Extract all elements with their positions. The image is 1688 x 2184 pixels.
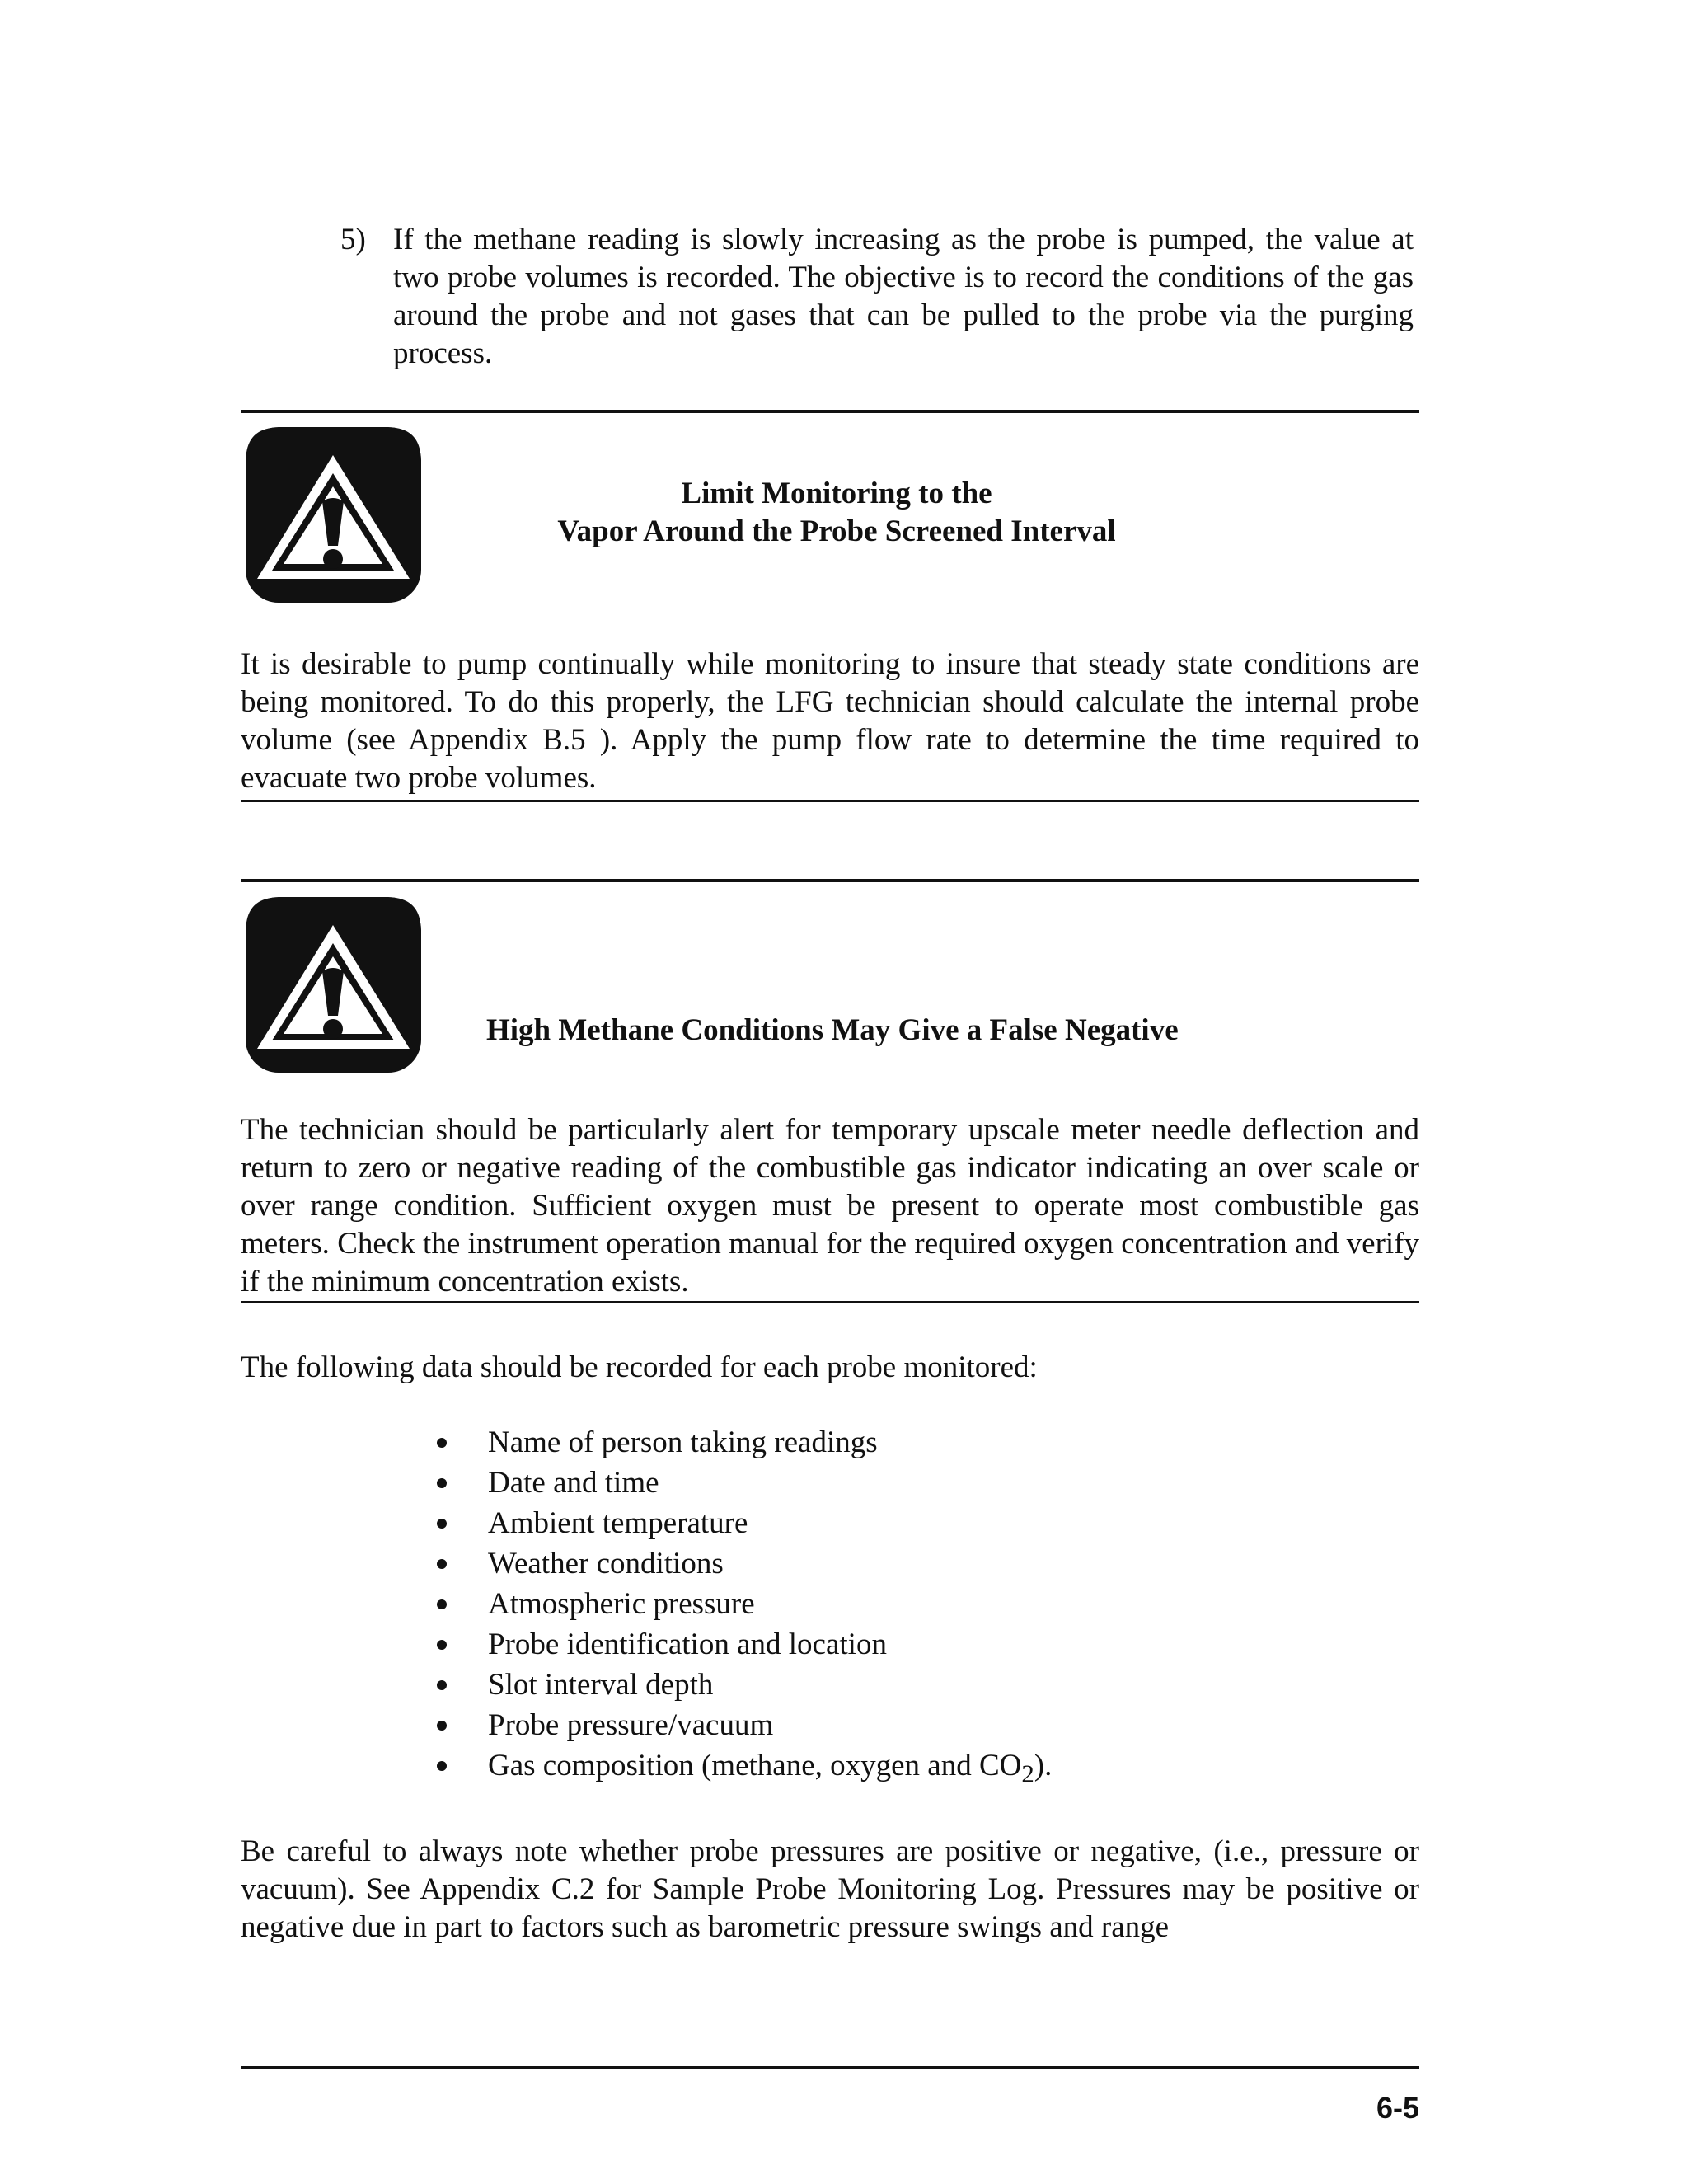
bullet-icon <box>437 1478 447 1488</box>
warning2-top-rule <box>241 879 1419 882</box>
warning1-title <box>495 475 1179 551</box>
warning1-body: It is desirable to pump continually while monitoring to insure that steady state conditions are being monitored. To do this properly, the LFG technician should calculate the internal probe volume (see Appendix B.5 ). Apply the pump flow rate to determine the time required to evacuate two probe volumes. <box>241 647 1419 795</box>
warning1-title-line1: Limit Monitoring to the <box>681 477 992 510</box>
item-text: If the methane reading is slowly increasing as the probe is pumped, the value at two probe volumes is recorded. The objective is to record the conditions of the gas around the probe and not gases that can be pulled to the probe via the purging process. <box>393 223 1414 370</box>
bullet-icon <box>437 1721 447 1731</box>
list-item: Date and time <box>429 1463 1253 1503</box>
bullet-icon <box>437 1680 447 1690</box>
closing-paragraph: Be careful to always note whether probe pressures are positive or negative, (i.e., pressure or vacuum). See Appendix C.2 for Sample Probe Monitoring Log. Pressures may be positive or negative due in part to factors such as barometric pressure swings and range <box>241 1834 1419 1944</box>
warning-triangle-icon <box>241 892 426 1078</box>
warning2-title: High Methane Conditions May Give a False Negative <box>486 1013 1179 1047</box>
data-intro: The following data should be recorded for each probe monitored: <box>241 1350 1038 1384</box>
list-item: Probe identification and location <box>429 1624 1253 1665</box>
item-number: 5) <box>340 223 366 256</box>
footer-rule <box>241 2066 1419 2069</box>
bullet-icon <box>437 1640 447 1650</box>
bullet-icon <box>437 1599 447 1609</box>
bullet-icon <box>437 1761 447 1771</box>
warning1-title-line2: Vapor Around the Probe Screened Interval <box>557 514 1116 548</box>
warning1-top-rule <box>241 410 1419 413</box>
bullet-icon <box>437 1559 447 1569</box>
page-number: 6-5 <box>1376 2091 1419 2125</box>
list-item: Gas composition (methane, oxygen and $CO_2$). <box>429 1745 1253 1794</box>
list-item: Probe pressure/vacuum <box>429 1705 1253 1745</box>
warning-triangle-icon <box>241 422 426 608</box>
bullet-icon <box>437 1438 447 1448</box>
list-item: Ambient temperature <box>429 1503 1253 1543</box>
list-item: Name of person taking readings <box>429 1422 1253 1463</box>
warning2-bottom-rule <box>241 1301 1419 1303</box>
list-item: Slot interval depth <box>429 1665 1253 1705</box>
list-item: Atmospheric pressure <box>429 1584 1253 1624</box>
warning2-body: The technician should be particularly alert for temporary upscale meter needle deflection and return to zero or negative reading of the combustible gas indicator indicating an over scale or over range condition. Sufficient oxygen must be present to operate most combustible gas meters. Check the instrument operation manual for the required oxygen concentration and verify if the minimum concentration exists. <box>241 1113 1419 1299</box>
data-items-list <box>429 1422 1253 1794</box>
warning1-bottom-rule <box>241 800 1419 802</box>
list-item: Weather conditions <box>429 1543 1253 1584</box>
bullet-icon <box>437 1519 447 1529</box>
